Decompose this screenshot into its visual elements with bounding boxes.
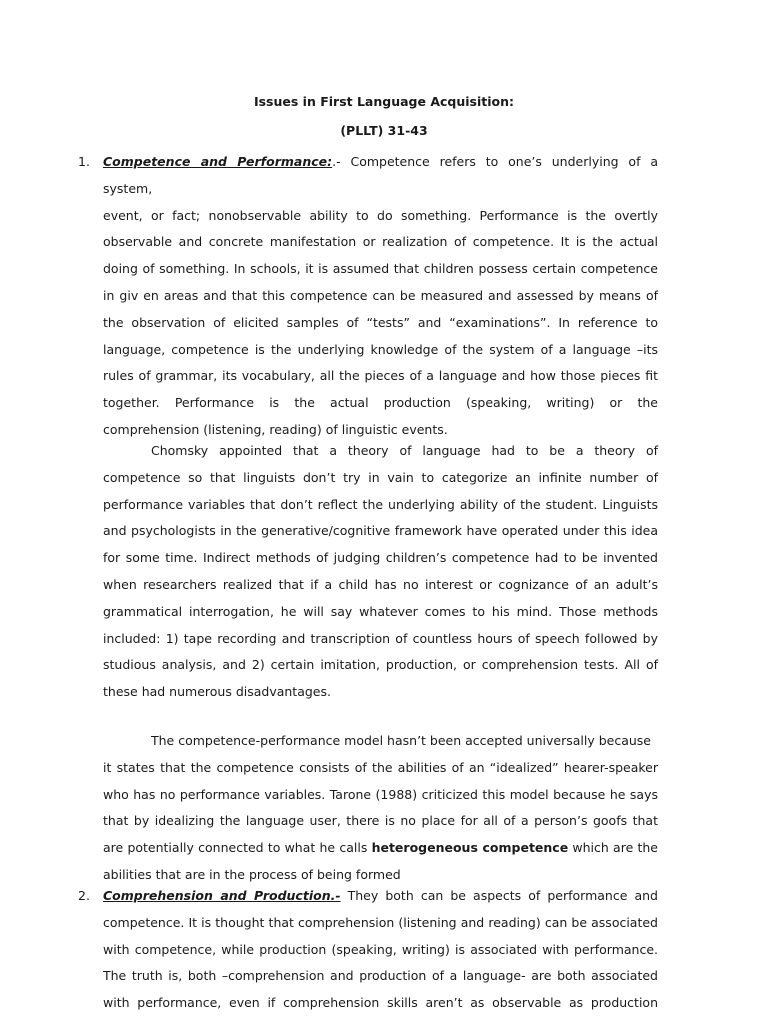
paragraph-2-line-4: and psychologists in the generative/cognitive framework have operated under this idea: [103, 523, 658, 539]
section-2-term: Comprehension and Production.-: [103, 888, 341, 903]
paragraph-2-line-1: Chomsky appointed that a theory of language had to be a theory of: [151, 443, 658, 458]
section-2-line-4: The truth is, both –comprehension and production of a language- are both associated: [103, 968, 658, 984]
section-2-line-2: competence. It is thought that comprehension (listening and reading) can be associated: [103, 914, 658, 930]
section-2-line-1-rest: They both can be aspects of performance and: [340, 888, 658, 903]
section-2-line-1: [103, 883, 658, 910]
section-1-term: Competence and Performance:: [103, 154, 333, 169]
section-1-line-2: event, or fact; nonobservable ability to do something. Performance is the overtly: [103, 207, 658, 223]
section-1-line-8: rules of grammar, its vocabulary, all the pieces of a language and how those pieces fit: [103, 368, 658, 384]
paragraph-2-line-10: these had numerous disadvantages.: [103, 684, 331, 700]
paragraph-2: [103, 438, 658, 706]
paragraph-3-line-5: [103, 835, 658, 862]
section-1-line-6: the observation of elicited samples of “tests” and “examinations”. In reference to: [103, 314, 658, 330]
paragraph-3: [103, 728, 658, 889]
paragraph-3-line-2: it states that the competence consists of the abilities of an “idealized” hearer-speaker: [103, 759, 658, 775]
document-subtitle: (PLLT) 31-43: [340, 123, 428, 138]
paragraph-3-line-4: that by idealizing the language user, there is no place for all of a person’s goofs that: [103, 813, 658, 829]
section-1-line-10: comprehension (listening, reading) of linguistic events.: [103, 421, 448, 437]
section-1-line-5: in giv en areas and that this competence can be measured and assessed by means of: [103, 287, 658, 303]
paragraph-3-line-6: abilities that are in the process of being formed: [103, 866, 401, 882]
section-1-text: [103, 149, 658, 444]
section-1-term-suffix: .-: [332, 154, 351, 169]
section-1-line-3: observable and concrete manifestation or realization of competence. It is the actual: [103, 234, 658, 250]
section-1-number: 1.: [78, 154, 90, 169]
paragraph-3-line-5-post: which are the: [568, 840, 658, 856]
paragraph-2-line-9: studious analysis, and 2) certain imitation, production, or comprehension tests. All of: [103, 657, 658, 673]
section-2-line-3: with competence, while production (speaking, writing) is associated with performance.: [103, 941, 658, 957]
paragraph-3-line-1: The competence-performance model hasn’t been accepted universally because: [151, 733, 651, 748]
section-2-text: [103, 883, 658, 1017]
document-title: Issues in First Language Acquisition:: [253, 94, 515, 109]
section-2-line-5: with performance, even if comprehension skills aren’t as observable as production: [103, 995, 658, 1011]
section-1-line-1: Competence refers to one’s underlying of a system,: [103, 154, 658, 196]
paragraph-2-line-7: grammatical interrogation, he will say whatever comes to his mind. Those methods: [103, 603, 658, 619]
section-1-line-7: language, competence is the underlying knowledge of the system of a language –its: [103, 341, 658, 357]
paragraph-3-line-3: who has no performance variables. Tarone (1988) criticized this model because he says: [103, 786, 658, 802]
paragraph-2-line-6: when researchers realized that if a child has no interest or cognizance of an adult’s: [103, 576, 658, 592]
paragraph-2-line-2: competence so that linguists don’t try in vain to categorize an infinite number of: [103, 469, 658, 485]
section-1-line: [103, 149, 658, 203]
heterogeneous-competence-term: heterogeneous competence: [371, 840, 569, 856]
paragraph-2-line-8: included: 1) tape recording and transcription of countless hours of speech followed by: [103, 630, 658, 646]
paragraph-2-line-5: for some time. Indirect methods of judging children’s competence had to be invented: [103, 550, 658, 566]
section-1-line-4: doing of something. In schools, it is assumed that children possess certain competence: [103, 261, 658, 277]
paragraph-2-line-3: performance variables that don’t reflect the underlying ability of the student. Linguists: [103, 496, 658, 512]
section-2-number: 2.: [78, 888, 90, 903]
paragraph-3-line-5-pre: are potentially connected to what he calls: [103, 840, 372, 856]
section-1-line-9: together. Performance is the actual production (speaking, writing) or the: [103, 395, 658, 411]
